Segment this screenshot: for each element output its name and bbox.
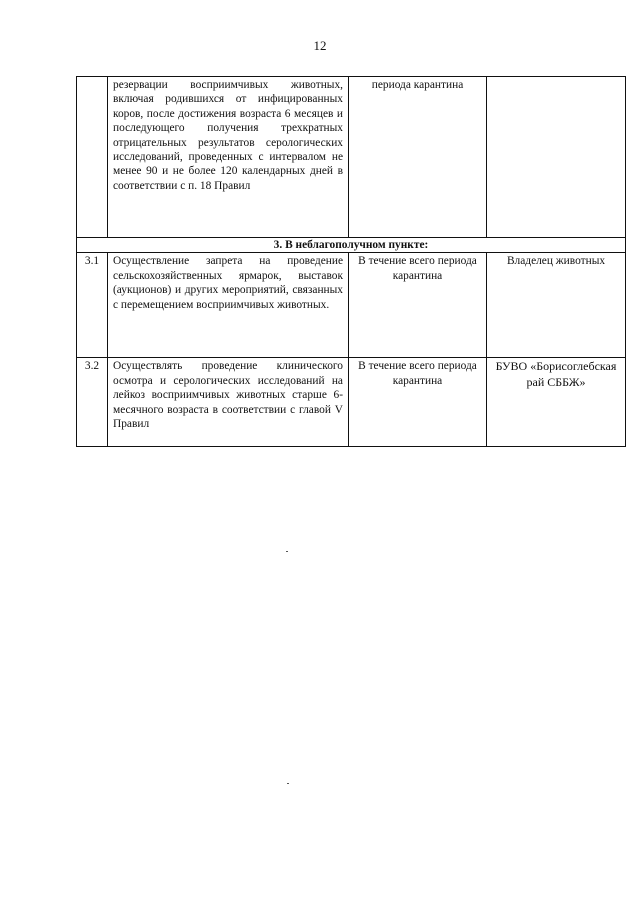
row-action: резервации восприимчивых животных, включая родившихся от инфицированных коров, после достижения возраста 6 месяцев и последующего получения трехкратных отрицательных результатов серологических исследований, проведенных с интервалом не менее 90 и не более 120 календарных дней в соответствии с п. 18 Правил [108,77,349,238]
table-section-row [77,238,626,253]
section-heading: 3. В неблагополучном пункте: [77,238,626,253]
row-term: периода карантина [349,77,487,238]
row-action: Осуществление запрета на проведение сельскохозяйственных ярмарок, выставок (аукционов) и других мероприятий, связанных с перемещением восприимчивых животных. [108,253,349,358]
row-term: В течение всего периода карантина [349,358,487,447]
scan-speck [286,551,288,552]
page-number: 12 [313,38,327,53]
table-row [77,77,626,238]
row-responsible [487,77,626,238]
table-row [77,253,626,358]
row-number [77,77,108,238]
measures-table [76,76,626,447]
table-row [77,358,626,447]
row-responsible: Владелец животных [487,253,626,358]
row-action: Осуществлять проведение клинического осмотра и серологических исследований на лейкоз восприимчивых животных старше 6-месячного возраста в соответствии с главой V Правил [108,358,349,447]
row-number: 3.1 [77,253,108,358]
row-number: 3.2 [77,358,108,447]
row-responsible: БУВО «Борисоглебская рай СББЖ» [487,358,626,447]
scan-speck [287,783,289,784]
row-term: В течение всего периода карантина [349,253,487,358]
